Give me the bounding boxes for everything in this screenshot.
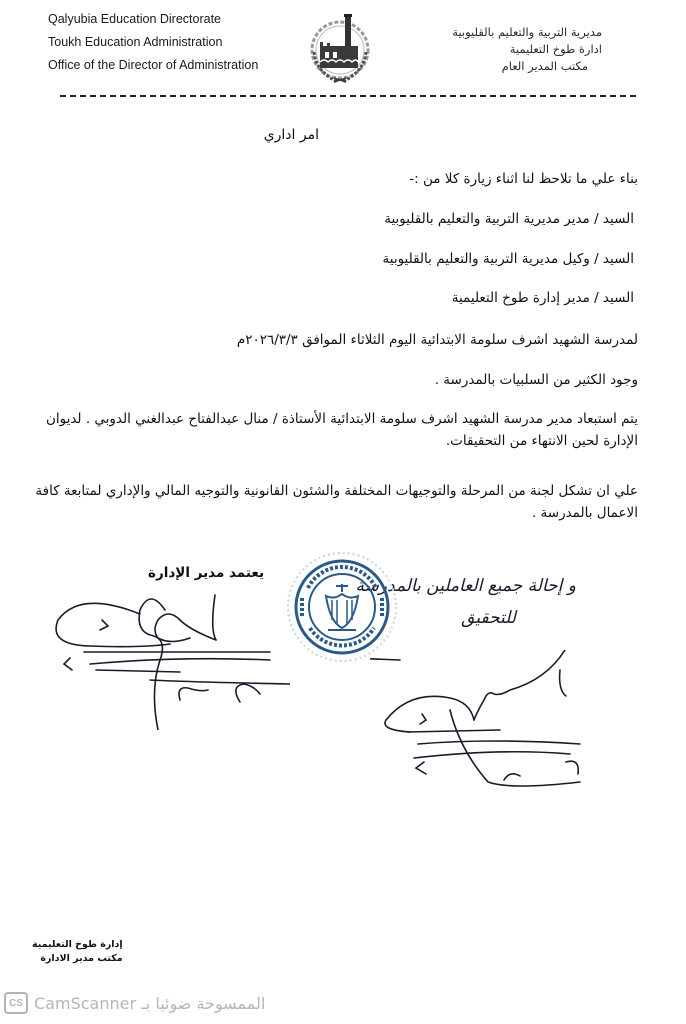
committee-paragraph: علي ان تشكل لجنة من المرحلة والتوجيهات المختلفة والشئون القانونية والتوجيه المالي والإداري لمتابعة كافة الاعمال بالمدرسة . (35, 483, 638, 521)
signature-right-icon (370, 650, 600, 800)
signature-left-icon (40, 590, 290, 730)
handwritten-note-line-1: و إحالة جميع العاملين بالمدرسة (355, 576, 576, 596)
handwritten-note-line-2: للتحقيق (461, 608, 516, 628)
header-english-line-2: Toukh Education Administration (48, 35, 223, 49)
header-english (48, 8, 258, 77)
addressee-1: السيد / مدير مديرية التربية والتعليم بالقليوبية (384, 211, 634, 227)
footer-line-1: إدارة طوخ التعليمية (32, 939, 123, 950)
footer-office (32, 938, 123, 966)
school-visit-line: لمدرسة الشهيد اشرف سلومة الابتدائية اليوم الثلاثاء الموافق ٢٠٢٦/٣/٣م (236, 332, 638, 348)
addressee-3: السيد / مدير إدارة طوخ التعليمية (451, 290, 634, 306)
document-title: امر اداري (263, 127, 319, 143)
addressee-2: السيد / وكيل مديرية التربية والتعليم بالقليوبية (382, 251, 634, 267)
header-arabic (452, 24, 602, 75)
header-divider (60, 95, 636, 97)
header-arabic-line-1: مديرية التربية والتعليم بالقليوبية (452, 25, 602, 39)
negatives-line: وجود الكثير من السلبيات بالمدرسة . (434, 372, 638, 388)
intro-line: بناء علي ما تلاحظ لنا اثناء زيارة كلا من :- (409, 171, 638, 187)
removal-paragraph: يتم استبعاد مدير مدرسة الشهيد اشرف سلومة الابتدائية الأستاذة / منال عبدالفتاح عبدالغني الدوبي . لديوان الإدارة لحين الانتهاء من التحقيقات. (45, 411, 638, 449)
header-english-line-3: Office of the Director of Administration (48, 58, 259, 72)
header-arabic-line-2: ادارة طوخ التعليمية (509, 42, 602, 56)
header-english-line-1: Qalyubia Education Directorate (48, 12, 222, 26)
camscanner-text: الممسوحة ضوئيا بـ CamScanner (34, 993, 266, 1013)
header-arabic-line-3: مكتب المدير العام (501, 59, 588, 73)
camscanner-watermark (4, 992, 265, 1014)
approve-label: يعتمد مدير الإدارة (148, 565, 265, 581)
camscanner-logo-icon: CS (4, 992, 28, 1014)
governorate-emblem-icon (300, 12, 380, 86)
footer-line-2: مكتب مدير الادارة (40, 953, 123, 964)
official-stamp-icon (282, 548, 402, 666)
